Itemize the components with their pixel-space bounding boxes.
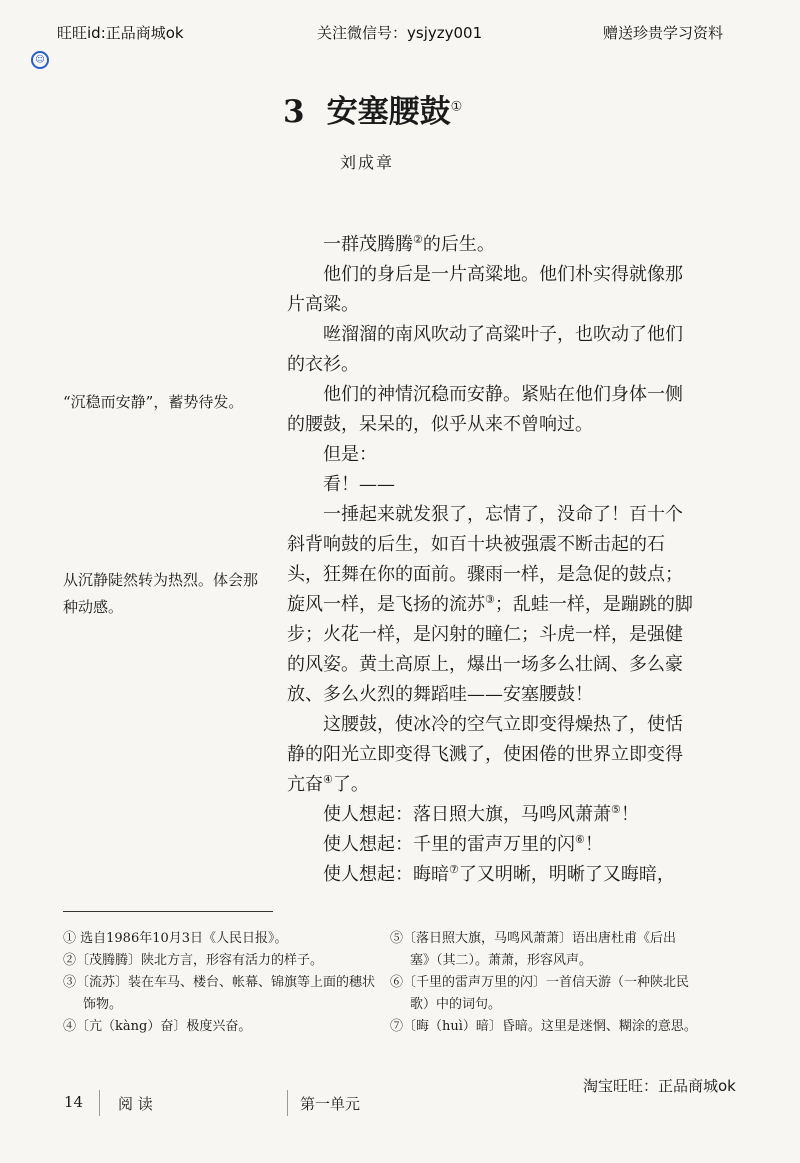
footer-divider-2 (287, 1090, 288, 1116)
footer-divider-1 (99, 1090, 100, 1116)
banner-right-text: 赠送珍贵学习资料 (603, 24, 724, 42)
section-label: 阅 读 (118, 1095, 153, 1113)
footnotes-left (63, 928, 375, 1038)
article-body (287, 230, 697, 890)
paragraph-10: 使人想起：千里的雷声万里的闪⑥！ (323, 833, 603, 855)
title-footnote-mark: ① (450, 99, 463, 115)
paragraph-3: 咝溜溜的南风吹动了高粱叶子，也吹动了他们的衣衫。 (287, 324, 683, 375)
footnote-3: ③〔流苏〕装在车马、楼台、帐幕、锦旗等上面的穗状饰物。 (63, 975, 376, 1012)
banner-center-text: 关注微信号：ysjyzy001 (317, 24, 483, 42)
footnote-7: ⑦〔晦（huì）暗〕昏暗。这里是迷惘、糊涂的意思。 (390, 1019, 697, 1034)
paragraph-9: 使人想起：落日照大旗，马鸣风萧萧⑤！ (323, 803, 639, 825)
footnote-6: ⑥〔千里的雷声万里的闪〕一首信天游（一种陕北民歌）中的词句。 (390, 975, 690, 1012)
footnote-4: ④〔亢（kàng）奋〕极度兴奋。 (63, 1019, 252, 1034)
footnotes-right (390, 928, 702, 1038)
paragraph-11: 使人想起：晦暗⑦了又明晰，明晰了又晦暗， (323, 863, 675, 885)
paragraph-7: 一捶起来就发狠了，忘情了，没命了！百十个斜背响鼓的后生，如百十块被强震不断击起的石头，狂舞在你的面前。骤雨一样，是急促的鼓点；旋风一样，是飞扬的流苏③；乱蛙一样，是蹦跳的脚步；火花一样，是闪射的瞳仁；斗虎一样，是强健的风姿。黄土高原上，爆出一场多么壮阔、多么豪放、多么火烈的舞蹈哇——安塞腰鼓！ (287, 504, 693, 705)
side-note-2: 从沉静陡然转为热烈。体会那种动感。 (63, 571, 259, 616)
paragraph-2: 他们的身后是一片高粱地。他们朴实得就像那片高粱。 (287, 264, 683, 315)
paragraph-6: 看！—— (323, 474, 395, 495)
paragraph-5: 但是： (323, 444, 377, 465)
unit-label: 第一单元 (300, 1095, 361, 1113)
lesson-title: 安塞腰鼓 (326, 94, 451, 130)
lesson-number: 3 (283, 94, 305, 130)
banner-left-text: 旺旺id:正品商城ok (57, 24, 184, 42)
smiley-icon: ☺ (31, 51, 49, 69)
footnote-1: ① 选自1986年10月3日《人民日报》。 (63, 931, 288, 946)
footnote-divider (63, 911, 273, 912)
top-banner (0, 22, 800, 46)
page-title (283, 86, 462, 131)
author: 刘成章 (340, 153, 395, 172)
paragraph-1: 一群茂腾腾②的后生。 (323, 233, 495, 255)
footnote-5: ⑤〔落日照大旗，马鸣风萧萧〕语出唐杜甫《后出塞》（其二）。萧萧，形容风声。 (390, 931, 677, 968)
side-note-1: “沉稳而安静”，蓄势待发。 (63, 393, 244, 411)
shop-note: 淘宝旺旺：正品商城ok (583, 1077, 736, 1095)
paragraph-4: 他们的神情沉稳而安静。紧贴在他们身体一侧的腰鼓，呆呆的，似乎从来不曾响过。 (287, 384, 683, 435)
footnote-2: ②〔茂腾腾〕陕北方言，形容有活力的样子。 (63, 953, 324, 968)
paragraph-8: 这腰鼓，使冰冷的空气立即变得燥热了，使恬静的阳光立即变得飞溅了，使困倦的世界立即变得亢奋④了。 (287, 714, 683, 795)
page-number: 14 (64, 1093, 84, 1111)
